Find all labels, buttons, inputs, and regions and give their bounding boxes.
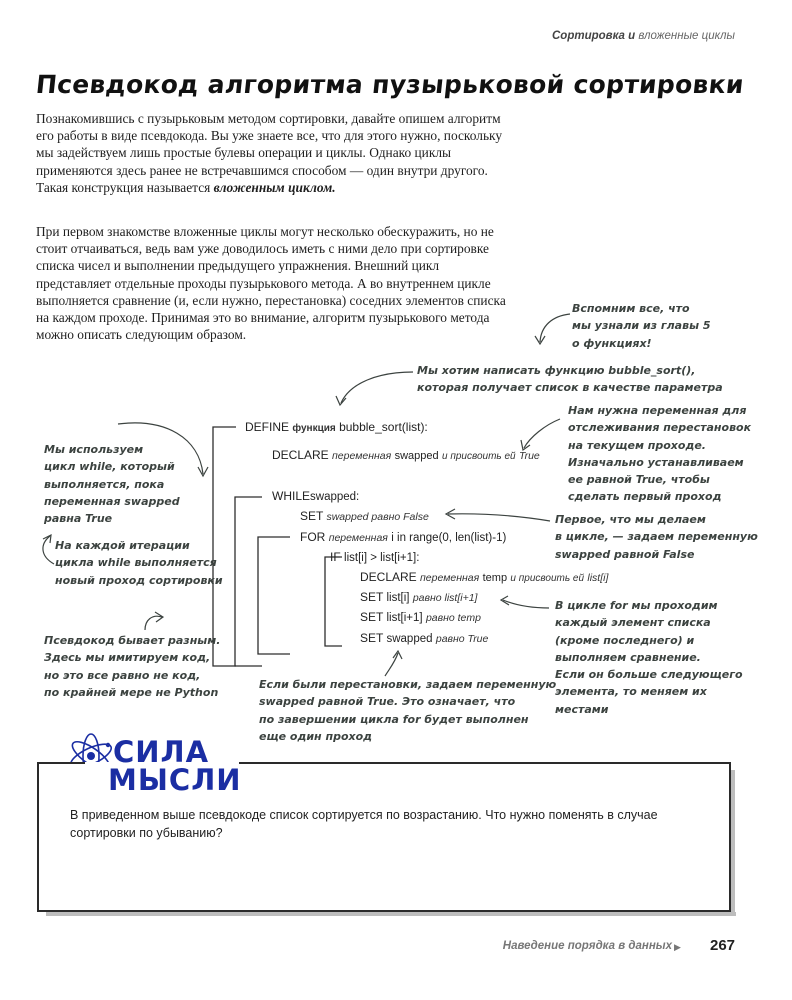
code-line-declare [272,448,540,462]
note-iter-line: новый проход сортировки [55,573,223,587]
paragraph-1-text: Познакомившись с пузырьковым методом сортировки, давайте опишем алгоритм его работы в виде псевдокода. Вы уже знаете все, что для этого нужно, поскольку мы задействуем лишь простые булевы операции и циклы. Однако циклы применяются здесь ранее не встречавшимся способом — один внутри другого. Такая конструкция называется [36,111,503,195]
brain-power-logo-line1: СИЛА [113,735,210,769]
note-for-line: (кроме последнего) и [555,633,695,647]
code-annotation: равно list[i+1] [412,592,478,604]
note-iter-line: На каждой итерации [55,539,190,552]
note-swaps-line: Если были перестановки, задаем переменную [259,678,557,691]
code-text: swapped [394,450,439,462]
code-annotation: переменная [332,450,392,462]
code-text: temp [482,572,508,584]
note-function [417,362,723,397]
code-annotation: переменная [420,572,480,584]
note-pseudo-line: но это все равно не код, [44,668,201,682]
code-text: list[i+1] [386,612,423,624]
code-line-set3 [360,610,481,624]
running-head-part1: Сортировка и [551,30,636,42]
note-each-iteration [55,537,223,589]
box-top-border [37,762,85,764]
iter-arrow [43,536,54,564]
code-annotation: функция [292,423,336,434]
note-iter-line: цикла while выполняется [55,556,217,570]
note-for-line: местами [555,702,609,716]
note-for-loop [555,597,743,718]
note-for-line: Если он больше следующего [555,668,743,682]
code-keyword: SET [300,509,324,523]
note-swapped-line: отслеживания перестановок [568,421,752,435]
function-arrow [341,372,413,403]
note-pseudo [44,632,220,701]
note-recall-line: мы узнали из главы 5 [572,319,711,333]
code-line-for [300,530,506,544]
note-swapped-line: Изначально устанавливаем [568,455,744,469]
swapped-arrow [524,419,560,448]
note-pseudo-line: Псевдокод бывает разным. [44,634,221,647]
code-text: i in range(0, len(list)-1) [391,532,507,544]
code-annotation: True [518,450,540,462]
footer-section: Наведение порядка в данных [502,940,672,952]
note-swapped-line: ее равной True, чтобы [568,473,710,487]
code-text: swapped: [310,491,360,503]
brain-power-logo-line2: МЫСЛИ [108,763,242,797]
note-while-line: выполняется, пока [44,477,165,491]
code-annotation: swapped равно False [326,511,429,523]
running-head-part2: вложенные циклы [638,30,735,42]
code-line-declare-temp [360,570,608,584]
code-line-set2 [360,590,477,604]
note-for-line: элемента, то меняем их [555,685,707,699]
for-bracket [258,537,290,654]
note-for-line: каждый элемент списка [555,616,711,630]
note-swapped-var [568,402,751,506]
brain-power-question: В приведенном выше псевдокоде список сортируется по возрастанию. Что нужно поменять в случае сортировки по убыванию? [70,808,658,840]
note-while-line: цикл while, который [44,460,175,474]
page-number: 267 [710,937,736,954]
note-while-line: равна True [44,512,113,526]
code-text: swapped [386,633,433,645]
note-swaps-line: swapped равной True. Это означает, что [259,695,516,709]
code-keyword: WHILE [272,489,311,503]
note-swapped-line: на текущем проходе. [568,438,706,452]
code-text: bubble_sort(list): [339,420,428,434]
note-pseudo-line: по крайней мере не Python [44,685,219,699]
note-function-line: которая получает список в качестве параметра [417,381,723,395]
note-swapped-line: Нам нужна переменная для [568,404,747,417]
code-keyword: SET [360,590,384,604]
note-recall [572,300,711,352]
code-annotation: и присвоить ей [510,573,585,584]
note-swaps-line: по завершении цикла for будет выполнен [259,712,529,726]
code-keyword: DECLARE [272,448,329,462]
note-first-step-line: swapped равной False [555,547,695,561]
note-while-loop [44,441,180,527]
note-function-line: Мы хотим написать функцию bubble_sort(), [417,364,696,377]
code-line-define [245,420,428,434]
note-recall-line: о функциях! [572,336,652,350]
code-annotation: равно True [435,633,489,645]
pseudo-arrow [145,616,162,630]
note-for-line: выполняем сравнение. [555,650,701,664]
code-keyword: IF [330,550,341,564]
box-shadow [46,912,736,916]
swaps-arrow [385,653,398,676]
note-first-step-line: в цикле, — задаем переменную [555,530,758,544]
code-text: list[i] [386,592,410,604]
note-first-step [555,511,758,563]
paragraph-1-emphasis: вложенным циклом. [213,179,336,195]
code-annotation: переменная [328,532,388,544]
box-top-border [239,762,729,764]
code-keyword: DEFINE [245,420,290,434]
note-first-step-line: Первое, что мы делаем [555,513,706,526]
page-title: Псевдокод алгоритма пузырьковой сортировки [34,70,746,99]
note-pseudo-line: Здесь мы имитируем код, [44,651,211,665]
note-while-line: Мы используем [44,443,144,456]
note-for-line: В цикле for мы проходим [555,599,718,612]
footer-arrow-icon: ▶ [674,942,681,952]
first-step-arrow [448,514,550,521]
code-keyword: DECLARE [360,570,417,584]
code-annotation: равно temp [425,612,481,624]
code-annotation: list[i] [587,572,609,584]
if-bracket [325,557,342,646]
code-annotation: и присвоить ей [442,451,516,462]
code-text: list[i] > list[i+1]: [344,552,420,564]
note-while-line: переменная swapped [44,494,180,508]
code-line-set4 [360,631,488,645]
for-arrow [503,600,549,608]
code-line-set1 [300,509,429,523]
note-swaps-line: еще один проход [259,729,373,743]
code-keyword: SET [360,631,384,645]
paragraph-2: При первом знакомстве вложенные циклы могут несколько обескуражить, но не стоит отчаиваться, ведь вам уже доводилось иметь с ними дело при сортировке списка чисел и выполнении предыдущего упражнения. Внешний цикл представляет отдельные проходы пузырькового метода. А во внутреннем цикле выполняется сравнение (и, если нужно, перестановка) соседних элементов списка на каждом проходе. Принимая это во внимание, алгоритм пузырькового метода можно описать следующим образом. [36,224,506,343]
note-swaps [259,676,556,745]
code-keyword: SET [360,610,384,624]
note-recall-line: Вспомним все, что [572,302,690,315]
note-swapped-line: сделать первый проход [568,490,722,504]
code-line-while [272,489,359,503]
code-line-if [330,550,419,564]
code-keyword: FOR [300,530,326,544]
